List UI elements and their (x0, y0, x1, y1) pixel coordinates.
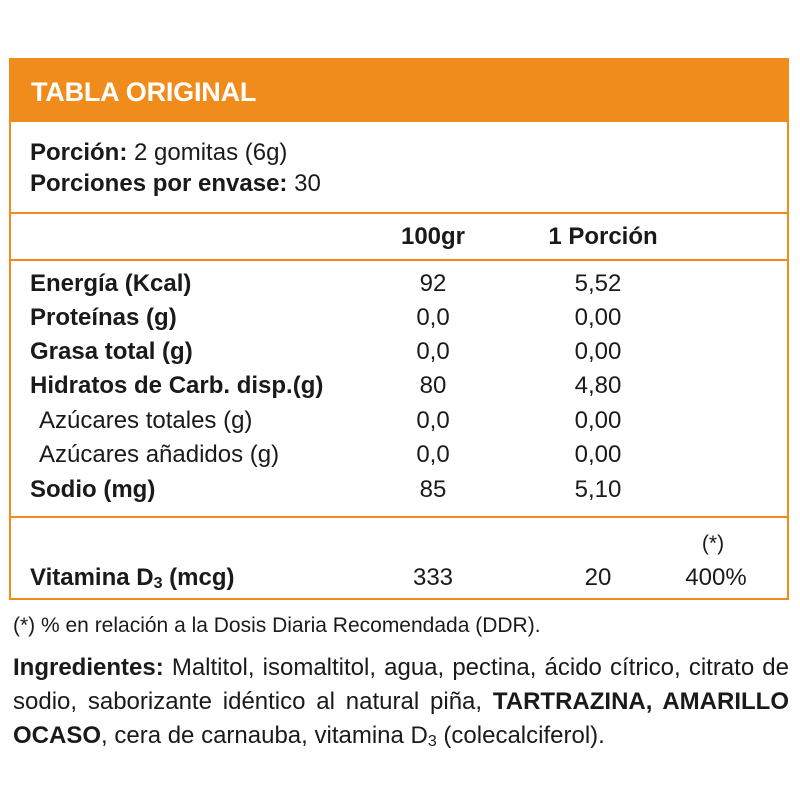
vitamin-subscript: 3 (153, 575, 163, 592)
ingredients-subscript: 3 (427, 733, 437, 750)
vitamin-ddr-percent: 400% (685, 564, 747, 591)
vitamin-value-100: 333 (412, 564, 454, 591)
per-container-row (30, 172, 321, 196)
nutrient-value-100: 0,0 (416, 338, 450, 365)
divider (11, 259, 787, 261)
ingredients-text (13, 651, 789, 753)
nutrient-value-100: 0,0 (416, 441, 450, 468)
portion-value: 2 gomitas (6g) (134, 139, 288, 166)
vitamin-name-suffix: (mcg) (162, 564, 235, 591)
nutrient-value-portion: 0,00 (574, 304, 622, 331)
divider (11, 516, 787, 518)
nutrient-value-portion: 5,10 (574, 476, 622, 503)
nutrient-name-energia: Energía (Kcal) (30, 270, 192, 297)
ingredients-highlight: TARTRAZINA, AMARILLO OCASO (13, 688, 789, 749)
nutrient-value-portion: 0,00 (574, 407, 622, 434)
nutrient-name-azucares-anadidos: Azúcares añadidos (g) (39, 441, 280, 468)
ddr-footnote: (*) % en relación a la Dosis Diaria Recomendada (DDR). (13, 614, 541, 637)
vitamin-name-prefix: Vitamina D (30, 564, 154, 591)
nutrient-value-portion: 5,52 (574, 270, 622, 297)
nutrient-name-sodio: Sodio (mg) (30, 476, 156, 503)
table-title: TABLA ORIGINAL (31, 77, 257, 107)
ddr-marker: (*) (701, 532, 725, 555)
ingredients-part-2: , cera de carnauba, vitamina D (101, 722, 428, 749)
portion-row (30, 141, 287, 165)
divider (11, 212, 787, 214)
nutrient-name-grasa: Grasa total (g) (30, 338, 193, 365)
ingredients-part-1: Maltitol, isomaltitol, agua, pectina, ácido cítrico, citrato de sodio, saborizante idéntico al natural piña, (13, 654, 789, 715)
per-container-label: Porciones por envase: (30, 170, 288, 197)
nutrient-value-100: 80 (419, 372, 447, 399)
nutrient-value-100: 0,0 (416, 304, 450, 331)
column-header-100gr: 100gr (400, 223, 466, 250)
nutrient-name-azucares-totales: Azúcares totales (g) (39, 407, 253, 434)
vitamin-name (30, 566, 235, 590)
nutrient-value-100: 92 (419, 270, 447, 297)
nutrient-value-100: 0,0 (416, 407, 450, 434)
ingredients-part-3: (colecalciferol). (436, 722, 605, 749)
nutrient-value-100: 85 (419, 476, 447, 503)
column-header-portion: 1 Porción (548, 223, 658, 250)
nutrient-name-proteinas: Proteínas (g) (30, 304, 177, 331)
nutrient-value-portion: 4,80 (574, 372, 622, 399)
portion-label: Porción: (30, 139, 128, 166)
table-header (11, 60, 787, 122)
ingredients-label: Ingredientes: (13, 654, 164, 681)
nutrient-name-hidratos: Hidratos de Carb. disp.(g) (30, 372, 324, 399)
vitamin-value-portion: 20 (584, 564, 612, 591)
nutrient-value-portion: 0,00 (574, 441, 622, 468)
nutrient-value-portion: 0,00 (574, 338, 622, 365)
nutrition-table (9, 58, 789, 600)
per-container-value: 30 (294, 170, 321, 197)
